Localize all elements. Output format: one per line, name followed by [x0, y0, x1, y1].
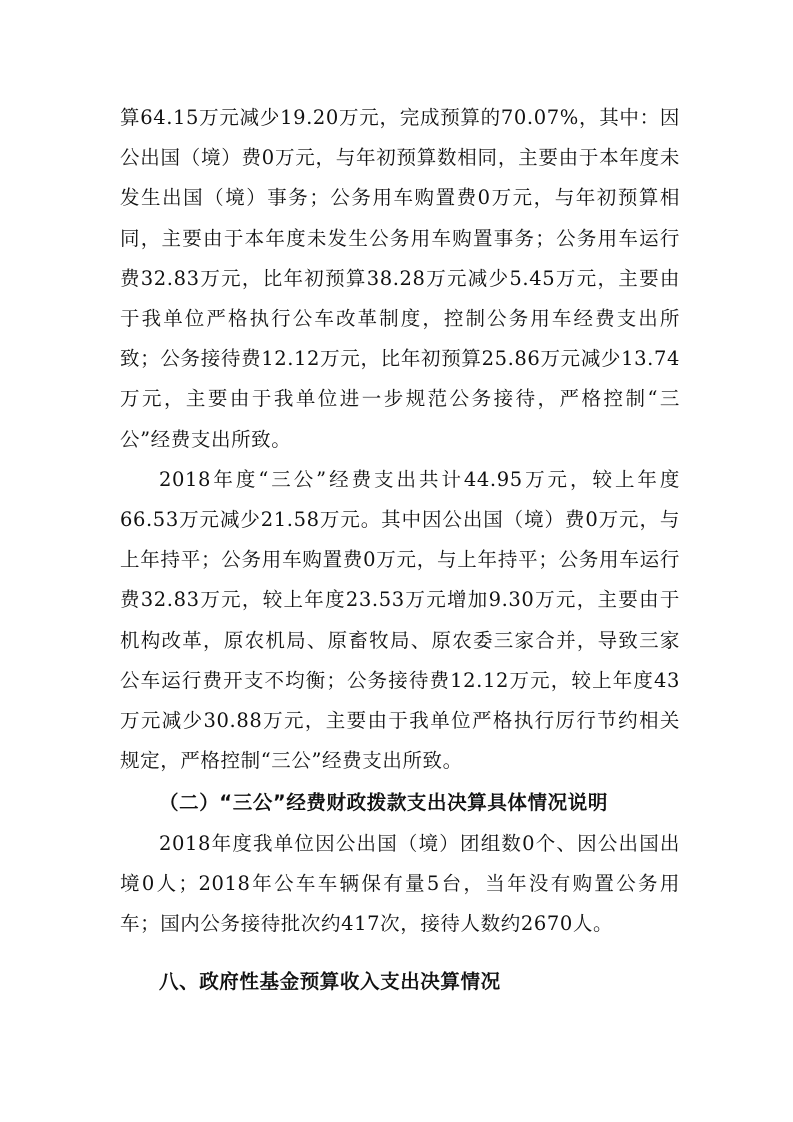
paragraph-2018-details: 2018年度我单位因公出国（境）团组数0个、因公出国出境0人；2018年公车车辆保有量5台，当年没有购置公务用车；国内公务接待批次约417次，接待人数约2670人。	[120, 831, 680, 936]
paragraph-continued-budget: 算64.15万元减少19.20万元，完成预算的70.07%，其中：因公出国（境）费0万元，与年初预算数相同，主要由于本年度未发生出国（境）事务；公务用车购置费0万元，与年初预算相同，主要由于本年度未发生公务用车购置事务；公务用车运行费32.83万元，比年初预算38.28万元减少5.45万元，主要由于我单位严格执行公车改革制度，控制公务用车经费支出所致；公务接待费12.12万元，比年初预算25.86万元减少13.74万元，主要由于我单位进一步规范公务接待，严格控制“三公”经费支出所致。	[120, 106, 680, 451]
document-body	[120, 98, 680, 1002]
section-heading-government-fund: 八、政府性基金预算收入支出决算情况	[159, 970, 501, 994]
paragraph-2018-three-public-expenses: 2018年度“三公”经费支出共计44.95万元，较上年度66.53万元减少21.58万元。其中因公出国（境）费0万元，与上年持平；公务用车购置费0万元，与上年持平；公务用车运行费32.83万元，较上年度23.53万元增加9.30万元，主要由于机构改革，原农机局、原畜牧局、原农委三家合并，导致三家公车运行费开支不均衡；公务接待费12.12万元，较上年度43万元减少30.88万元，主要由于我单位严格执行厉行节约相关规定，严格控制“三公”经费支出所致。	[120, 467, 680, 773]
subheading-three-public-details: （二）“三公”经费财政拨款支出决算具体情况说明	[159, 791, 608, 815]
